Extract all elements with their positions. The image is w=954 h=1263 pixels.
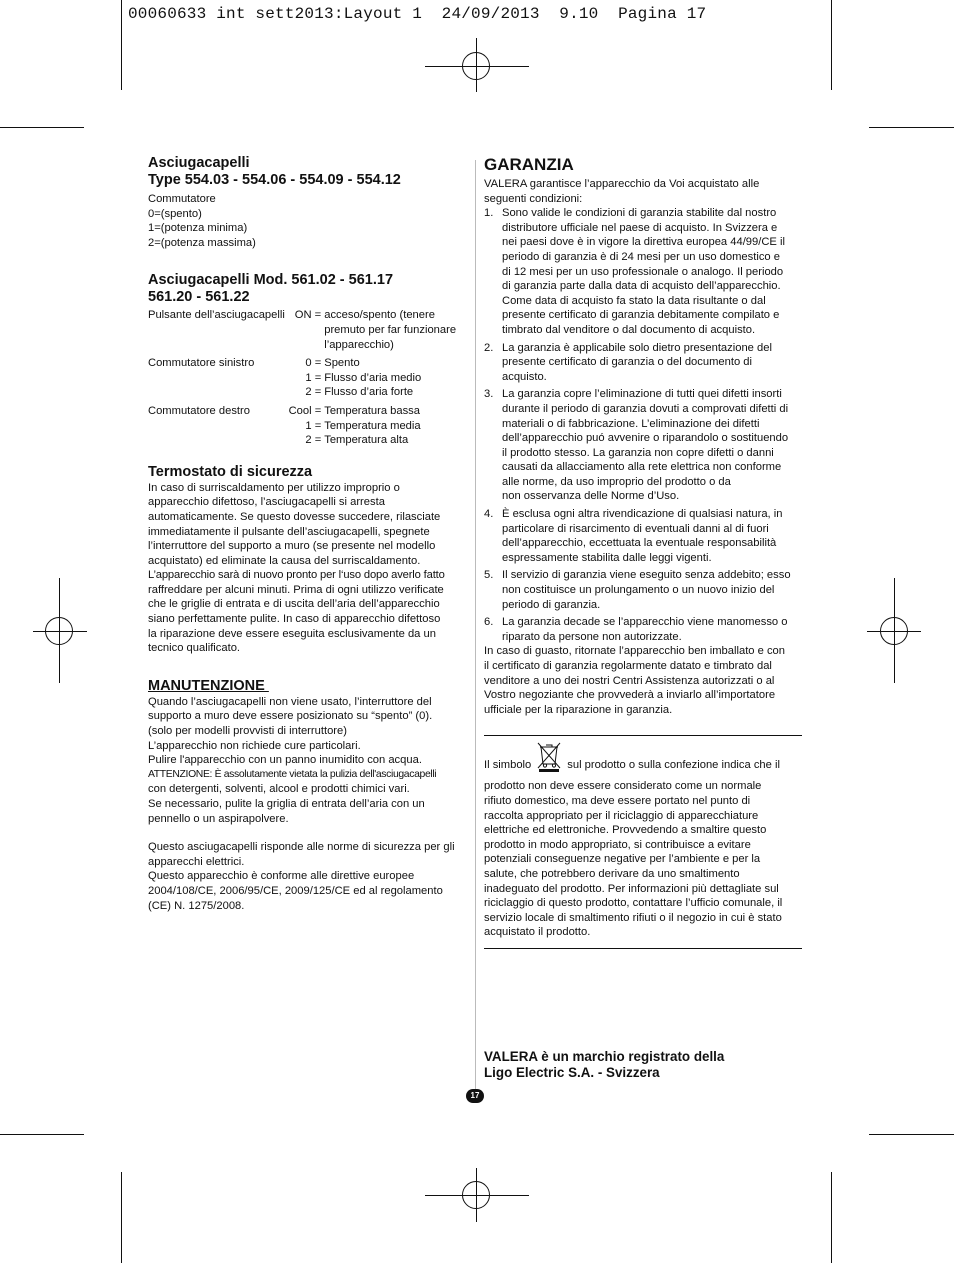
- text-line: elettriche ed elettroniche. Provvedendo a smaltire questo: [484, 824, 767, 837]
- warranty-outro: ufficiale per la riparazione in garanzia.: [484, 703, 673, 716]
- text-line: dell’apparecchio puó avvenire o riparandolo o sostituendo: [502, 432, 789, 445]
- control-label: Commutatore destro: [148, 404, 250, 417]
- crop-mark: [0, 1134, 84, 1135]
- text-line: Commutatore: [148, 193, 216, 205]
- text-line: tecnico qualificato.: [148, 642, 241, 655]
- text-line: causati da allacciamento alla rete elettrica non conforme: [502, 461, 782, 474]
- table-row: [148, 371, 470, 386]
- table-row: [148, 356, 470, 371]
- table-row: [148, 419, 470, 434]
- text-line: acquisto.: [502, 370, 547, 383]
- left-column: [148, 155, 470, 913]
- item-number: 4.: [484, 508, 494, 521]
- text-line: la riparazione deve essere eseguita esclusivamente da un: [148, 627, 436, 640]
- text-line: 0=(spento): [148, 207, 202, 220]
- control-key: 2 =: [305, 386, 322, 399]
- text-line: periodo di garanzia.: [502, 598, 601, 611]
- item-number: 1.: [484, 207, 494, 220]
- control-value: Temperatura alta: [324, 434, 409, 447]
- control-value: Flusso d’aria forte: [324, 386, 414, 399]
- warranty-intro: seguenti condizioni:: [484, 192, 583, 205]
- section-title-thermostat: Termostato di sicurezza: [148, 463, 313, 480]
- item-number: 6.: [484, 616, 494, 629]
- control-label: Pulsante dell’asciugacapelli: [148, 309, 285, 322]
- text-line: Se necessario, pulite la griglia di entrata dell’aria con un: [148, 798, 425, 810]
- section-title-maintenance: MANUTENZIONE: [148, 677, 269, 694]
- control-key: [285, 338, 324, 353]
- text-line: salute, che potrebbero derivare da uno smaltimento: [484, 867, 740, 880]
- text-line: periodo di garanzia è di 24 mesi per un uso domestico e: [502, 250, 780, 263]
- text-line: durante il periodo di garanzia dovuti a comprovati difetti di: [502, 402, 789, 415]
- table-row: [148, 338, 470, 353]
- text-line: nei paesi dove è in vigore la direttiva europea 44/99/CE il: [502, 236, 785, 249]
- warranty-outro: il certificato di garanzia regolarmente datato e timbrato dal: [484, 660, 772, 672]
- control-label: [148, 419, 285, 434]
- text-line: timbrato dal venditore o dal documento di acquisto.: [502, 323, 756, 336]
- item-number: 2.: [484, 341, 494, 354]
- control-label: [148, 433, 285, 448]
- text-line: L’apparecchio non richiede cure particolari.: [148, 739, 361, 752]
- text-line: La garanzia è applicabile solo dietro presentazione del: [502, 341, 772, 354]
- registration-mark-circle: [462, 52, 490, 80]
- text-line: non costituisce un prolungamento o un nuovo inizio del: [502, 584, 775, 597]
- text-line: È esclusa ogni altra rivendicazione di qualsiasi natura, in: [502, 508, 783, 521]
- text-line: il prodotto stesso. La garanzia non copre difetti o danni: [502, 446, 774, 459]
- text-line: distributore ufficiale nel paese di acquisto. In Svizzera e: [502, 221, 778, 234]
- warranty-title: GARANZIA: [484, 155, 574, 174]
- warranty-conditions-list: [484, 206, 802, 644]
- crop-mark: [831, 1172, 832, 1263]
- control-value: Temperatura bassa: [324, 404, 420, 417]
- registration-mark-circle: [462, 1181, 490, 1209]
- control-key: 1 =: [305, 371, 322, 384]
- text-line: automaticamente. Se questo dovesse succedere, rilasciate: [148, 510, 441, 523]
- list-item: [484, 568, 802, 612]
- table-row: [148, 404, 470, 419]
- text-line: inadeguato del prodotto. Per informazioni più dettagliate sul: [484, 882, 779, 895]
- text-line: Quando l’asciugacapelli non viene usato, l’interruttore del: [148, 695, 432, 708]
- norms-line: 2004/108/CE, 2006/95/CE, 2009/125/CE ed al regolamento: [148, 884, 443, 897]
- control-value: Spento: [324, 357, 360, 370]
- control-label: [148, 338, 285, 353]
- warranty-outro: venditore a uno dei nostri Centri Assistenza autorizzati o al: [484, 674, 775, 687]
- trademark-line: VALERA è un marchio registrato della: [484, 1049, 725, 1064]
- list-item: [484, 507, 802, 565]
- control-key: 2 =: [305, 434, 322, 447]
- text-line: presente certificato di garanzia o del documento di: [502, 356, 753, 369]
- control-value: Flusso d’aria medio: [324, 371, 422, 384]
- text-line: che le griglie di entrata e di uscita dell’aria dell’apparecchio: [148, 598, 440, 611]
- text-line: acquistato) ed eliminate la causa del surriscaldamento.: [148, 554, 421, 567]
- weee-first-line: [484, 742, 802, 779]
- table-row: [148, 433, 470, 448]
- right-column: [484, 155, 802, 949]
- crop-mark: [121, 0, 122, 90]
- list-item: [484, 206, 802, 337]
- section-title-hairdryer: Asciugacapelli: [148, 155, 250, 171]
- weee-bottom-rule: [484, 948, 802, 949]
- text-line: La garanzia copre l’eliminazione di tutti quei difetti insorti: [502, 388, 782, 401]
- text-line: servizio locale di smaltimento rifiuti o il negozio in cui è stato: [484, 911, 782, 924]
- weee-prefix: Il simbolo: [484, 759, 532, 772]
- section-title-model: Asciugacapelli Mod. 561.02 - 561.17: [148, 272, 394, 289]
- text-line: L’apparecchio sarà di nuovo pronto per l‘uso dopo averlo fatto: [148, 569, 445, 582]
- text-line: raccolta appropriato per il riciclaggio di apparecchiature: [484, 809, 759, 822]
- registration-mark-circle: [880, 617, 908, 645]
- text-line: La garanzia decade se l’apparecchio viene manomesso o: [502, 616, 788, 629]
- crop-mark: [869, 1134, 954, 1135]
- registration-mark-circle: [45, 617, 73, 645]
- control-key: ON =: [294, 309, 322, 322]
- text-line: immediatamente il pulsante dell’asciugacapelli, spegnete: [148, 525, 430, 538]
- weee-first-line-rest: sul prodotto o sulla confezione indica che il: [567, 759, 780, 772]
- section-subtitle-model: 561.20 - 561.22: [148, 289, 250, 306]
- text-line: apparecchio difettoso, l’asciugacapelli si arresta: [148, 496, 385, 509]
- text-line: espressamente stabilita dalle leggi vigenti.: [502, 551, 712, 564]
- text-line: l’interruttore del supporto a muro (se presente nel modello: [148, 540, 436, 553]
- control-value: premuto per far funzionare: [324, 323, 457, 336]
- text-line: non osservanza delle Norme d’Uso.: [502, 490, 680, 503]
- item-number: 5.: [484, 569, 494, 582]
- crossed-out-wheelie-bin-icon: [535, 742, 563, 779]
- text-line: acquistato il prodotto.: [484, 926, 591, 939]
- text-line: di 12 mesi per un uso professionale o analogo. Il periodo: [502, 265, 784, 278]
- text-line: rifiuto domestico, ma deve essere portato nel punto di: [484, 794, 751, 807]
- control-value: Temperatura media: [324, 419, 421, 432]
- text-line: dell’apparecchio, eccettuata la eventuale responsabilità: [502, 537, 777, 550]
- control-value: acceso/spento (tenere: [324, 309, 435, 322]
- control-label: Commutatore sinistro: [148, 357, 255, 370]
- text-line: materiali o di fabbricazione. L’eliminazione dei difetti: [502, 417, 760, 430]
- text-line: con detergenti, solventi, alcool e prodotti chimici vari.: [148, 783, 410, 796]
- page-number: 17: [466, 1089, 484, 1103]
- text-line: 2=(potenza massima): [148, 236, 256, 249]
- norms-line: (CE) N. 1275/2008.: [148, 899, 245, 912]
- text-line: siano perfettamente pulite. In caso di apparecchio difettoso: [148, 613, 441, 626]
- table-row: [148, 308, 470, 323]
- text-line: Sono valide le condizioni di garanzia stabilite dal nostro: [502, 207, 777, 220]
- text-line: alle norme, da uso improprio del prodotto o da: [502, 475, 731, 488]
- crop-mark: [831, 0, 832, 90]
- control-value: l’apparecchio): [324, 338, 394, 351]
- trademark-notice: [484, 1049, 724, 1081]
- text-line: presente certificato di garanzia debitamente compilato e: [502, 309, 780, 322]
- text-line: supporto a muro deve essere posizionato su “spento” (0).: [148, 710, 433, 723]
- text-line: potenziali conseguenze negative per l’ambiente e per la: [484, 853, 761, 866]
- text-line: 1=(potenza minima): [148, 222, 248, 235]
- control-key: 0 =: [305, 357, 322, 370]
- section-subtitle-types: Type 554.03 - 554.06 - 554.09 - 554.12: [148, 172, 401, 188]
- weee-notice: [484, 736, 802, 948]
- control-key: Cool =: [288, 404, 322, 417]
- warranty-outro: In caso di guasto, ritornate l’apparecchio ben imballato e con: [484, 645, 786, 658]
- text-line: pennello o un aspirapolvere.: [148, 812, 289, 825]
- norms-line: Questo asciugacapelli risponde alle norme di sicurezza per gli: [148, 841, 455, 854]
- crop-mark: [869, 127, 954, 128]
- warranty-outro: Vostro negoziante che provvederà a inviarlo all’importatore: [484, 689, 776, 702]
- table-row: [148, 385, 470, 400]
- text-line: Il servizio di garanzia viene eseguito senza addebito; esso: [502, 569, 791, 582]
- control-label: [148, 371, 285, 386]
- text-line: raffreddare per alcuni minuti. Prima di ogni utilizzo verificate: [148, 583, 444, 596]
- text-line: di garanzia parte dalla data di acquisto dell’apparecchio.: [502, 280, 781, 293]
- text-line: particolare di risarcimento di eventuali danni al di fuori: [502, 522, 769, 535]
- crop-mark: [121, 1172, 122, 1263]
- norms-line: Questo apparecchio è conforme alle direttive europee: [148, 870, 415, 883]
- warranty-intro: VALERA garantisce l’apparecchio da Voi acquistato alle: [484, 178, 760, 190]
- control-label: [148, 385, 285, 400]
- text-line: (solo per modelli provvisti di interruttore): [148, 725, 347, 738]
- norms-line: apparecchi elettrici.: [148, 855, 245, 868]
- item-number: 3.: [484, 388, 494, 401]
- text-line: riciclaggio di questo prodotto, contattare l’ufficio comunale, il: [484, 897, 783, 910]
- column-divider: [475, 160, 476, 1095]
- crop-mark: [0, 127, 84, 128]
- text-line: riparato da persone non autorizzate.: [502, 630, 682, 643]
- text-line: prodotto non deve essere considerato come un normale: [484, 780, 762, 793]
- text-line: prodotto in modo appropriato, si contribuisce a evitare: [484, 838, 751, 851]
- controls-table: [148, 308, 470, 447]
- warning-line: ATTENZIONE: È assolutamente vietata la pulizia dell'asciugacapelli: [148, 768, 437, 780]
- print-slug: 00060633 int sett2013:Layout 1 24/09/2013 9.10 Pagina 17: [128, 5, 707, 23]
- table-row: [148, 323, 470, 338]
- control-key: 1 =: [305, 419, 322, 432]
- control-label: [148, 323, 285, 338]
- text-line: Pulire l'apparecchio con un panno inumidito con acqua.: [148, 754, 422, 767]
- list-item: [484, 387, 802, 504]
- trademark-line: Ligo Electric S.A. - Svizzera: [484, 1065, 660, 1080]
- list-item: [484, 615, 802, 644]
- list-item: [484, 341, 802, 385]
- text-line: In caso di surriscaldamento per utilizzo improprio o: [148, 481, 400, 494]
- control-key: [285, 323, 324, 338]
- text-line: Come data di acquisto fa stato la data risultante o dal: [502, 294, 766, 307]
